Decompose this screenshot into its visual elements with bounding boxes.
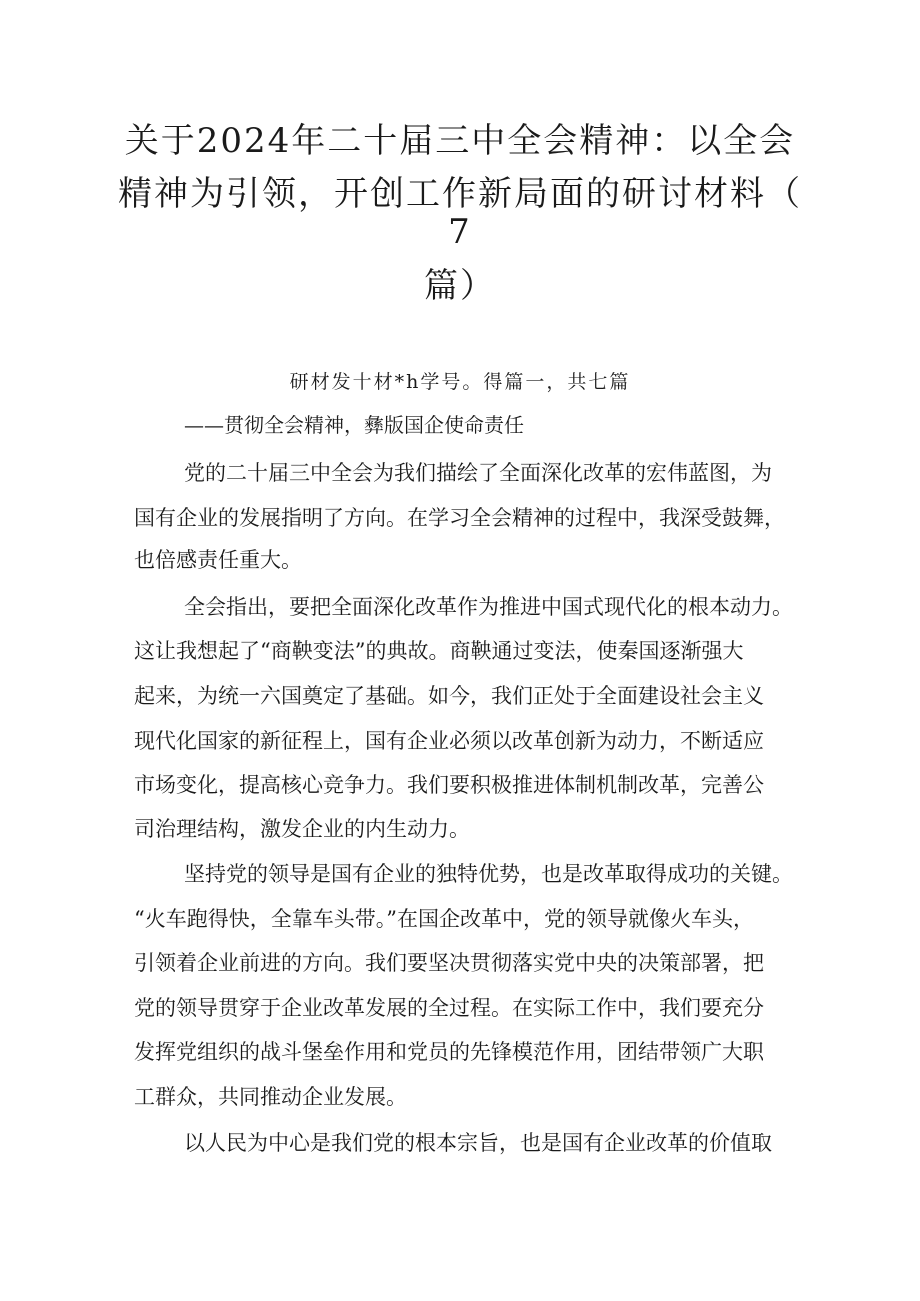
- paragraph-line: 也倍感责任重大。: [134, 548, 302, 572]
- article-subheading: 研材发十材*h学号。得篇一，共七篇: [289, 371, 631, 393]
- document-title-line-1: 关于2024年二十届三中全会精神：以全会: [124, 121, 796, 161]
- paragraph-line: 坚持党的领导是国有企业的独特优势，也是改革取得成功的关键。: [184, 862, 793, 886]
- paragraph-line: “火车跑得快，全靠车头带。”在国企改革中，党的领导就像火车头，: [134, 907, 754, 931]
- article-subtitle: ——贯彻全会精神，彝版国企使命责任: [184, 413, 524, 437]
- paragraph-line: 发挥党组织的战斗堡垒作用和党员的先锋模范作用，团结带领广大职: [134, 1040, 764, 1064]
- paragraph-line: 市场变化，提高核心竞争力。我们要积极推进体制机制改革，完善公: [134, 773, 764, 797]
- document-title-line-2: 精神为引领，开创工作新局面的研讨材料（: [118, 174, 802, 214]
- paragraph-line: 国有企业的发展指明了方向。在学习全会精神的过程中，我深受鼓舞，: [134, 506, 785, 530]
- document-title-line-3: 7: [448, 212, 472, 252]
- paragraph-line: 以人民为中心是我们党的根本宗旨，也是国有企业改革的价值取: [184, 1131, 772, 1155]
- paragraph-line: 现代化国家的新征程上，国有企业必须以改革创新为动力，不断适应: [134, 729, 764, 753]
- document-title-line-4: 篇）: [424, 266, 496, 306]
- paragraph-line: 工群众，共同推动企业发展。: [134, 1085, 407, 1109]
- paragraph-line: 这让我想起了“商鞅变法”的典故。商鞅通过变法，使秦国逐渐强大: [134, 639, 744, 663]
- paragraph-line: 司治理结构，激发企业的内生动力。: [134, 817, 470, 841]
- paragraph-line: 党的二十届三中全会为我们描绘了全面深化改革的宏伟蓝图，为: [184, 461, 772, 485]
- paragraph-line: 引领着企业前进的方向。我们要坚决贯彻落实党中央的决策部署，把: [134, 951, 764, 975]
- paragraph-line: 全会指出，要把全面深化改革作为推进中国式现代化的根本动力。: [184, 595, 793, 619]
- paragraph-line: 起来，为统一六国奠定了基础。如今，我们正处于全面建设社会主义: [134, 684, 764, 708]
- paragraph-line: 党的领导贯穿于企业改革发展的全过程。在实际工作中，我们要充分: [134, 996, 764, 1020]
